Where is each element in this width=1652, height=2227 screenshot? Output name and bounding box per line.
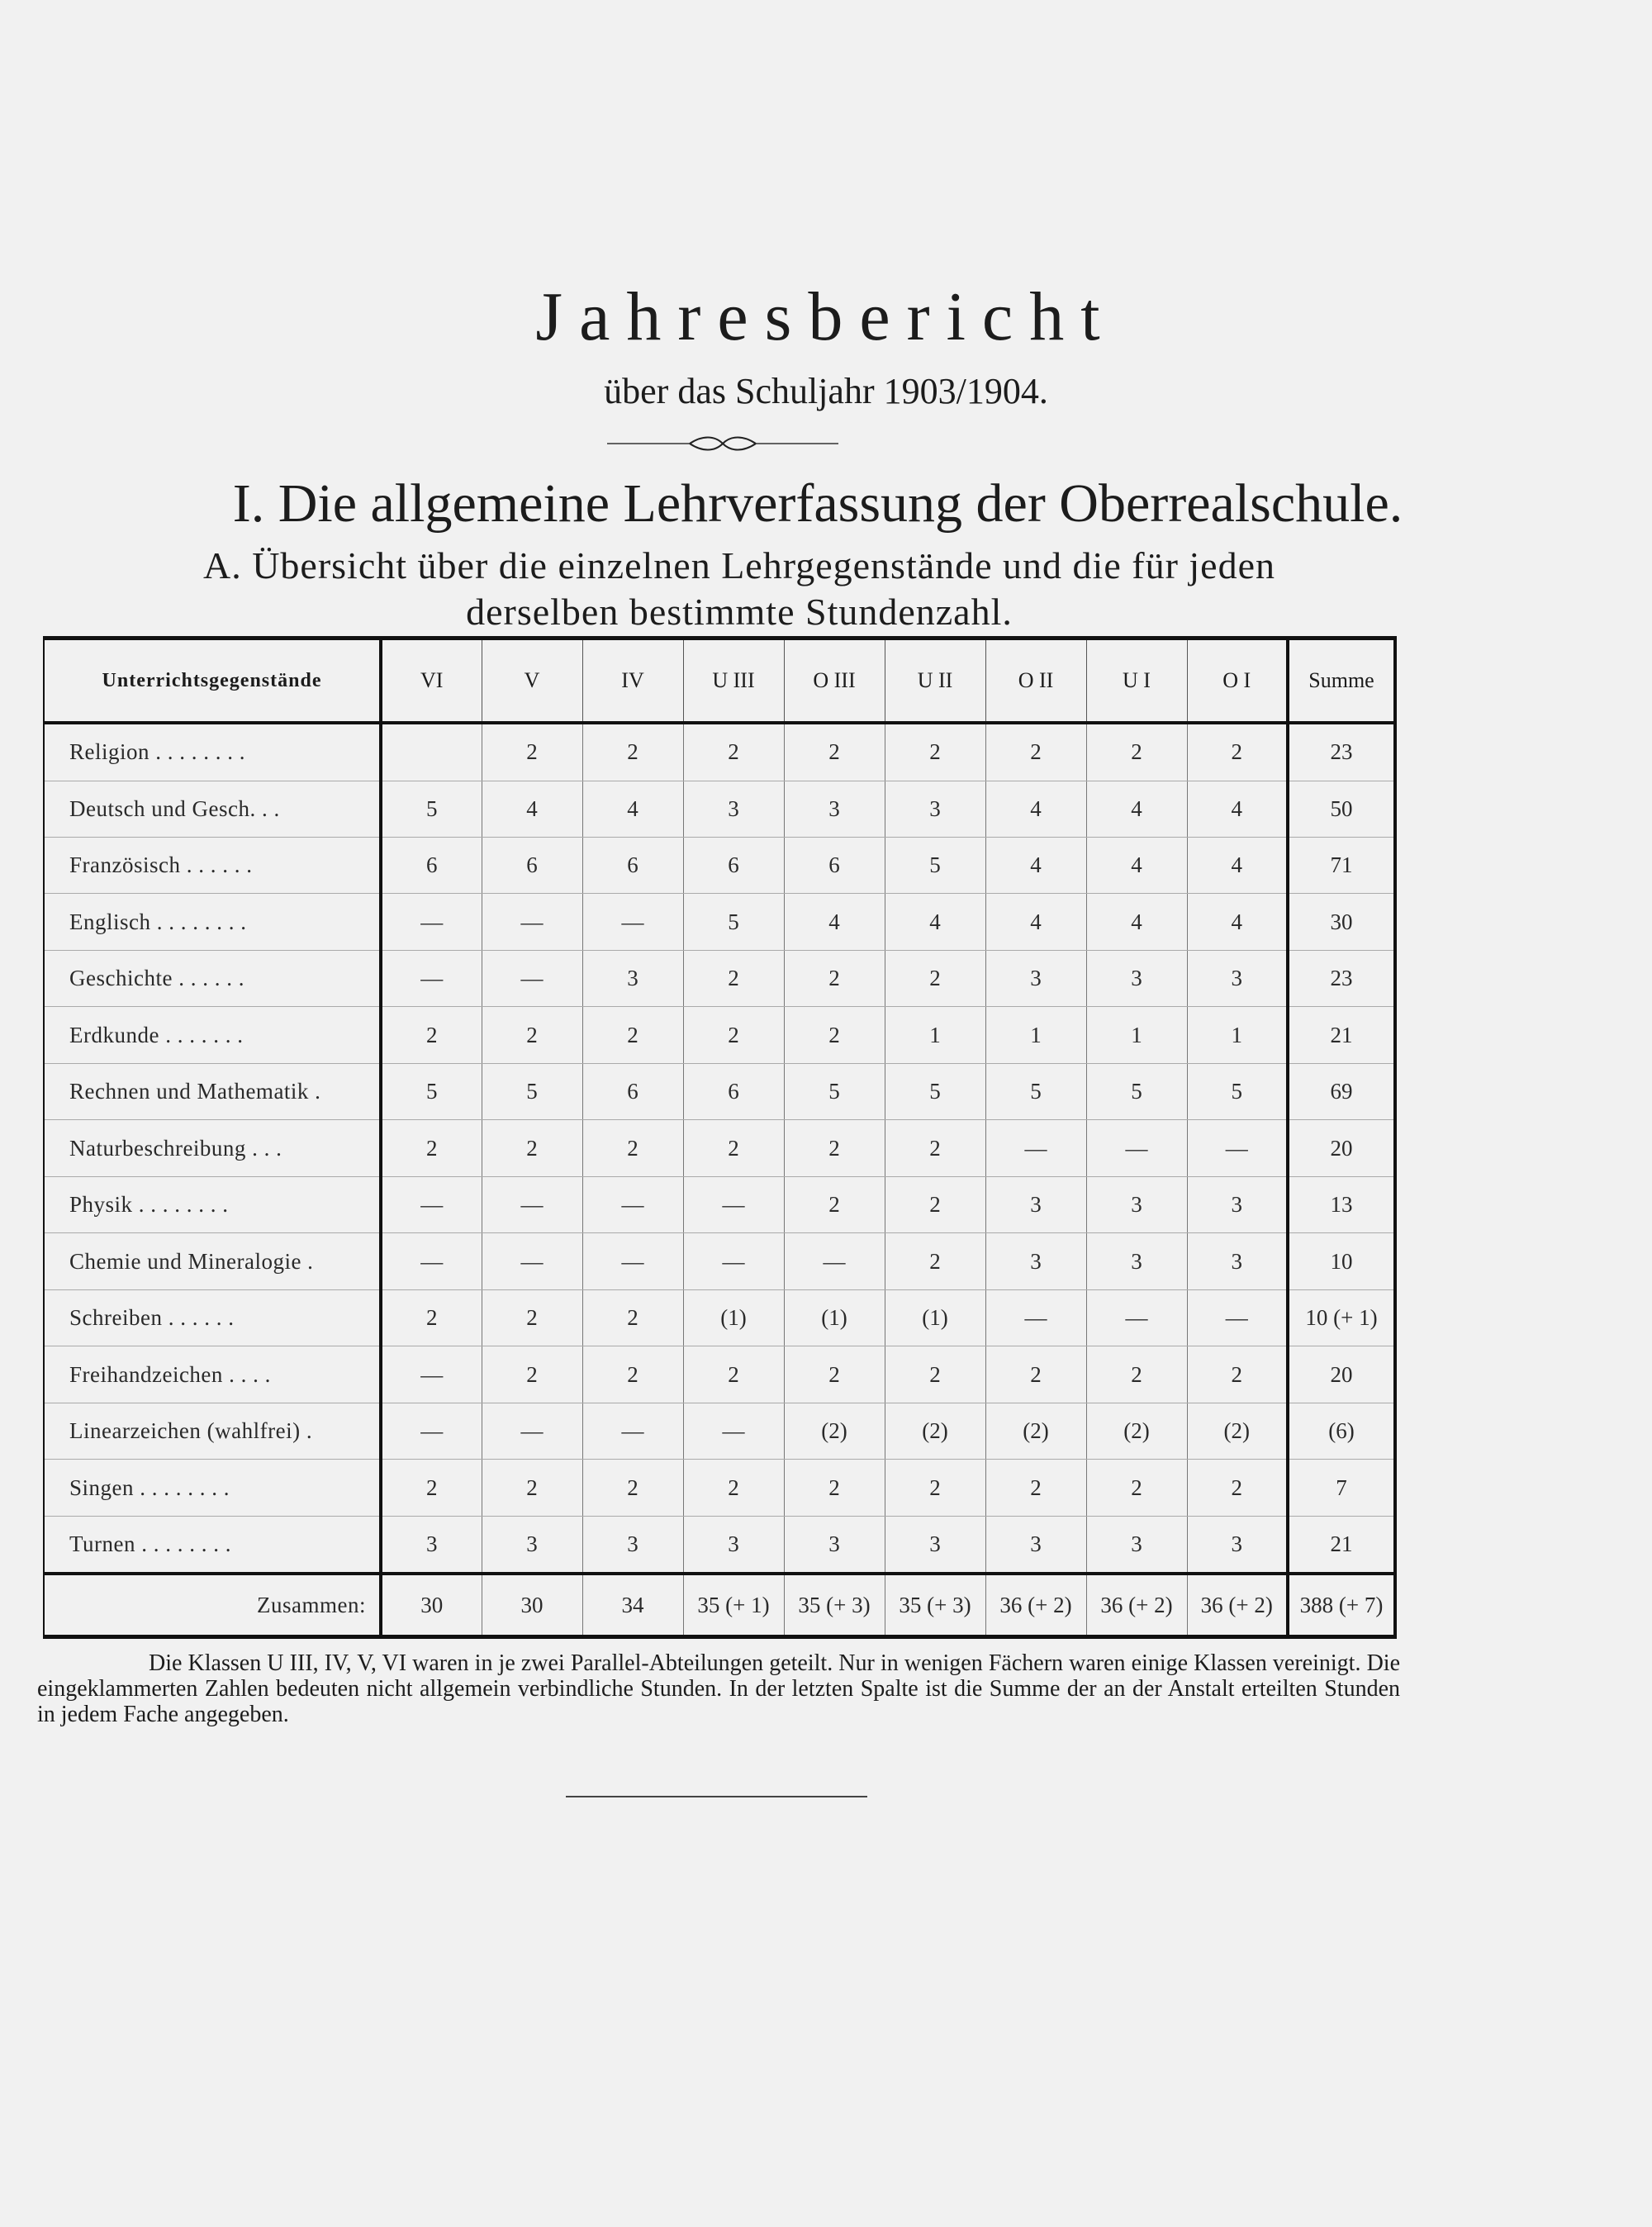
hours-cell: 2	[784, 723, 885, 781]
hours-cell: (2)	[1187, 1403, 1288, 1459]
hours-cell: 2	[784, 1176, 885, 1232]
hours-cell: —	[482, 1403, 582, 1459]
hours-cell: 3	[1187, 950, 1288, 1006]
hours-cell: —	[1086, 1289, 1187, 1346]
hours-cell: 4	[1086, 781, 1187, 837]
sum-cell: 7	[1288, 1460, 1395, 1516]
hours-cell: 3	[985, 1516, 1086, 1574]
table-row	[44, 1460, 1395, 1516]
hours-cell: 5	[885, 1063, 985, 1119]
sum-cell: 50	[1288, 781, 1395, 837]
hours-cell: —	[381, 950, 482, 1006]
hours-cell: 3	[784, 781, 885, 837]
hours-cell: 2	[482, 723, 582, 781]
hours-cell: 2	[784, 1120, 885, 1176]
hours-cell: 4	[582, 781, 683, 837]
table-row	[44, 894, 1395, 950]
hours-cell: 2	[381, 1120, 482, 1176]
hours-cell: 2	[582, 723, 683, 781]
sum-cell: 20	[1288, 1346, 1395, 1403]
hours-cell: (1)	[683, 1289, 784, 1346]
hours-cell: 4	[1187, 781, 1288, 837]
column-header-class: U III	[683, 639, 784, 724]
hours-cell: 2	[985, 1460, 1086, 1516]
hours-cell: 3	[381, 1516, 482, 1574]
hours-cell: 6	[784, 838, 885, 894]
hours-cell: 2	[885, 950, 985, 1006]
sum-cell: 23	[1288, 723, 1395, 781]
table-row	[44, 838, 1395, 894]
hours-cell: 4	[985, 894, 1086, 950]
hours-cell: 2	[482, 1460, 582, 1516]
table-row	[44, 950, 1395, 1006]
hours-cell: 2	[885, 1120, 985, 1176]
total-cell: 36 (+ 2)	[1187, 1574, 1288, 1636]
hours-cell: 2	[683, 1346, 784, 1403]
hours-cell: 3	[683, 1516, 784, 1574]
subject-cell: Erdkunde . . . . . . .	[44, 1007, 381, 1063]
table-row	[44, 1176, 1395, 1232]
hours-cell: 6	[381, 838, 482, 894]
hours-cell: 4	[1086, 894, 1187, 950]
table-row	[44, 1233, 1395, 1289]
total-cell: 36 (+ 2)	[985, 1574, 1086, 1636]
hours-cell: 4	[985, 838, 1086, 894]
hours-cell: —	[482, 1233, 582, 1289]
hours-cell: 5	[1187, 1063, 1288, 1119]
subject-cell: Rechnen und Mathematik .	[44, 1063, 381, 1119]
hours-cell: 6	[683, 1063, 784, 1119]
hours-cell: 2	[482, 1346, 582, 1403]
hours-cell: 2	[482, 1289, 582, 1346]
hours-cell: 2	[683, 1007, 784, 1063]
hours-cell: 4	[784, 894, 885, 950]
hours-cell: 2	[784, 1346, 885, 1403]
total-cell: 30	[482, 1574, 582, 1636]
table-row	[44, 1120, 1395, 1176]
subject-cell: Deutsch und Gesch. . .	[44, 781, 381, 837]
subject-cell: Naturbeschreibung . . .	[44, 1120, 381, 1176]
hours-cell: 2	[482, 1007, 582, 1063]
hours-cell: —	[985, 1289, 1086, 1346]
table-row	[44, 1007, 1395, 1063]
sum-cell: 71	[1288, 838, 1395, 894]
table-row	[44, 723, 1395, 781]
sum-cell: (6)	[1288, 1403, 1395, 1459]
hours-cell: 2	[885, 1233, 985, 1289]
hours-cell: 4	[482, 781, 582, 837]
sum-cell: 30	[1288, 894, 1395, 950]
total-row	[44, 1574, 1395, 1636]
hours-cell: 3	[1086, 950, 1187, 1006]
hours-cell: 1	[985, 1007, 1086, 1063]
grand-total-cell: 388 (+ 7)	[1288, 1574, 1395, 1636]
hours-cell: (2)	[784, 1403, 885, 1459]
hours-cell: 3	[885, 1516, 985, 1574]
column-header-class: O I	[1187, 639, 1288, 724]
hours-cell: 3	[1187, 1516, 1288, 1574]
hours-cell: (2)	[1086, 1403, 1187, 1459]
hours-cell: 2	[683, 950, 784, 1006]
hours-cell: 2	[985, 1346, 1086, 1403]
hours-cell: 2	[885, 1460, 985, 1516]
total-cell: 35 (+ 3)	[784, 1574, 885, 1636]
section-heading: I. Die allgemeine Lehrverfassung der Oberrealschule.	[232, 473, 1403, 534]
hours-cell: 5	[381, 781, 482, 837]
table-row	[44, 1346, 1395, 1403]
hours-cell: —	[381, 894, 482, 950]
hours-cell: —	[482, 950, 582, 1006]
total-cell: 36 (+ 2)	[1086, 1574, 1187, 1636]
column-header-class: U II	[885, 639, 985, 724]
bottom-rule	[566, 1796, 867, 1797]
hours-cell: —	[582, 1176, 683, 1232]
hours-cell: 2	[582, 1346, 683, 1403]
hours-cell: —	[381, 1403, 482, 1459]
subject-cell: Englisch . . . . . . . .	[44, 894, 381, 950]
hours-cell: —	[1187, 1120, 1288, 1176]
hours-cell: 6	[683, 838, 784, 894]
hours-cell: —	[784, 1233, 885, 1289]
hours-cell: 3	[985, 950, 1086, 1006]
hours-cell: 1	[1187, 1007, 1288, 1063]
hours-cell: 4	[1187, 838, 1288, 894]
hours-cell: 2	[1187, 1460, 1288, 1516]
hours-cell: 6	[482, 838, 582, 894]
subject-cell: Turnen . . . . . . . .	[44, 1516, 381, 1574]
hours-cell: 6	[582, 1063, 683, 1119]
subject-cell: Linearzeichen (wahlfrei) .	[44, 1403, 381, 1459]
hours-cell: 2	[582, 1460, 683, 1516]
hours-cell: 2	[885, 1346, 985, 1403]
hours-cell: 3	[985, 1233, 1086, 1289]
hours-cell: 5	[985, 1063, 1086, 1119]
hours-cell: —	[683, 1233, 784, 1289]
sum-cell: 69	[1288, 1063, 1395, 1119]
table-row	[44, 1516, 1395, 1574]
total-cell: 35 (+ 3)	[885, 1574, 985, 1636]
hours-cell: 4	[1086, 838, 1187, 894]
hours-cell: (1)	[885, 1289, 985, 1346]
hours-cell: 3	[1086, 1176, 1187, 1232]
hours-cell: —	[683, 1176, 784, 1232]
hours-cell: —	[1086, 1120, 1187, 1176]
hours-cell: 4	[985, 781, 1086, 837]
hours-cell: 3	[582, 950, 683, 1006]
sum-cell: 13	[1288, 1176, 1395, 1232]
hours-cell: 3	[683, 781, 784, 837]
hours-cell: —	[482, 1176, 582, 1232]
hours-cell: 3	[482, 1516, 582, 1574]
hours-cell: —	[985, 1120, 1086, 1176]
column-header-class: O II	[985, 639, 1086, 724]
table-row	[44, 781, 1395, 837]
subject-cell: Geschichte . . . . . .	[44, 950, 381, 1006]
subject-cell: Schreiben . . . . . .	[44, 1289, 381, 1346]
hours-cell: —	[381, 1346, 482, 1403]
table-row	[44, 1063, 1395, 1119]
hours-cell: —	[482, 894, 582, 950]
hours-cell: (2)	[985, 1403, 1086, 1459]
column-header-class: V	[482, 639, 582, 724]
hours-cell: 2	[381, 1289, 482, 1346]
hours-cell: 3	[784, 1516, 885, 1574]
hours-cell: 4	[885, 894, 985, 950]
sum-cell: 21	[1288, 1007, 1395, 1063]
hours-cell: —	[582, 1403, 683, 1459]
hours-cell: 3	[582, 1516, 683, 1574]
hours-cell	[381, 723, 482, 781]
hours-cell: 2	[885, 723, 985, 781]
column-header-class: VI	[381, 639, 482, 724]
hours-cell: 1	[1086, 1007, 1187, 1063]
hours-cell: 5	[482, 1063, 582, 1119]
column-header-class: IV	[582, 639, 683, 724]
hours-cell: 2	[1086, 1460, 1187, 1516]
hours-cell: —	[1187, 1289, 1288, 1346]
hours-cell: —	[683, 1403, 784, 1459]
sum-cell: 23	[1288, 950, 1395, 1006]
hours-cell: 3	[1086, 1233, 1187, 1289]
table-header-row	[44, 639, 1395, 724]
hours-cell: 3	[1187, 1233, 1288, 1289]
hours-cell: —	[381, 1176, 482, 1232]
hours-cell: 6	[582, 838, 683, 894]
hours-cell: 2	[1086, 723, 1187, 781]
sum-cell: 20	[1288, 1120, 1395, 1176]
hours-cell: 2	[582, 1007, 683, 1063]
hours-cell: —	[582, 894, 683, 950]
sum-cell: 10 (+ 1)	[1288, 1289, 1395, 1346]
hours-cell: 3	[1086, 1516, 1187, 1574]
hours-cell: —	[582, 1233, 683, 1289]
hours-cell: 5	[1086, 1063, 1187, 1119]
subject-cell: Religion . . . . . . . .	[44, 723, 381, 781]
column-header-class: O III	[784, 639, 885, 724]
subject-cell: Chemie und Mineralogie .	[44, 1233, 381, 1289]
subject-cell: Singen . . . . . . . .	[44, 1460, 381, 1516]
subject-cell: Freihandzeichen . . . .	[44, 1346, 381, 1403]
hours-cell: 2	[482, 1120, 582, 1176]
hours-cell: (2)	[885, 1403, 985, 1459]
hours-cell: —	[381, 1233, 482, 1289]
page-subtitle: über das Schuljahr 1903/1904.	[604, 371, 1048, 411]
hours-cell: 2	[582, 1289, 683, 1346]
total-label: Zusammen:	[44, 1574, 381, 1636]
page-title: Jahresbericht	[535, 278, 1117, 355]
table-row	[44, 1403, 1395, 1459]
hours-cell: 2	[1086, 1346, 1187, 1403]
hours-cell: 2	[1187, 723, 1288, 781]
hours-cell: 3	[1187, 1176, 1288, 1232]
hours-cell: 5	[784, 1063, 885, 1119]
column-header-class: U I	[1086, 639, 1187, 724]
hours-cell: 3	[985, 1176, 1086, 1232]
hours-cell: (1)	[784, 1289, 885, 1346]
hours-cell: 1	[885, 1007, 985, 1063]
column-header-sum: Summe	[1288, 639, 1395, 724]
section-subheading: A. Übersicht über die einzelnen Lehrgegenstände und die für jeden derselben bestimmte Stundenzahl.	[202, 544, 1275, 633]
hours-cell: 5	[381, 1063, 482, 1119]
lesson-hours-table	[43, 636, 1397, 1639]
hours-cell: 2	[683, 723, 784, 781]
hours-cell: 2	[1187, 1346, 1288, 1403]
total-cell: 35 (+ 1)	[683, 1574, 784, 1636]
total-cell: 34	[582, 1574, 683, 1636]
sum-cell: 10	[1288, 1233, 1395, 1289]
hours-cell: 5	[683, 894, 784, 950]
subject-cell: Physik . . . . . . . .	[44, 1176, 381, 1232]
hours-cell: 2	[784, 950, 885, 1006]
hours-cell: 2	[582, 1120, 683, 1176]
hours-cell: 2	[784, 1460, 885, 1516]
column-header-subject: Unterrichtsgegenstände	[44, 639, 381, 724]
table-row	[44, 1289, 1395, 1346]
hours-cell: 2	[885, 1176, 985, 1232]
total-cell: 30	[381, 1574, 482, 1636]
hours-cell: 2	[784, 1007, 885, 1063]
hours-cell: 2	[381, 1007, 482, 1063]
ornament-divider	[607, 431, 838, 456]
footnote: Die Klassen U III, IV, V, VI waren in je zwei Parallel-Abteilungen geteilt. Nur in wenigen Fächern waren einige Klassen vereinigt. Die eingeklammerten Zahlen bedeuten nicht allgemein verbindliche Stunden. In der letzten Spalte ist die Summe der an der Anstalt erteilten Stunden in jedem Fache angegeben.	[37, 1650, 1400, 1727]
hours-cell: 3	[885, 781, 985, 837]
sum-cell: 21	[1288, 1516, 1395, 1574]
subject-cell: Französisch . . . . . .	[44, 838, 381, 894]
hours-cell: 2	[985, 723, 1086, 781]
hours-cell: 2	[381, 1460, 482, 1516]
hours-cell: 4	[1187, 894, 1288, 950]
hours-cell: 2	[683, 1460, 784, 1516]
hours-cell: 2	[683, 1120, 784, 1176]
hours-cell: 5	[885, 838, 985, 894]
